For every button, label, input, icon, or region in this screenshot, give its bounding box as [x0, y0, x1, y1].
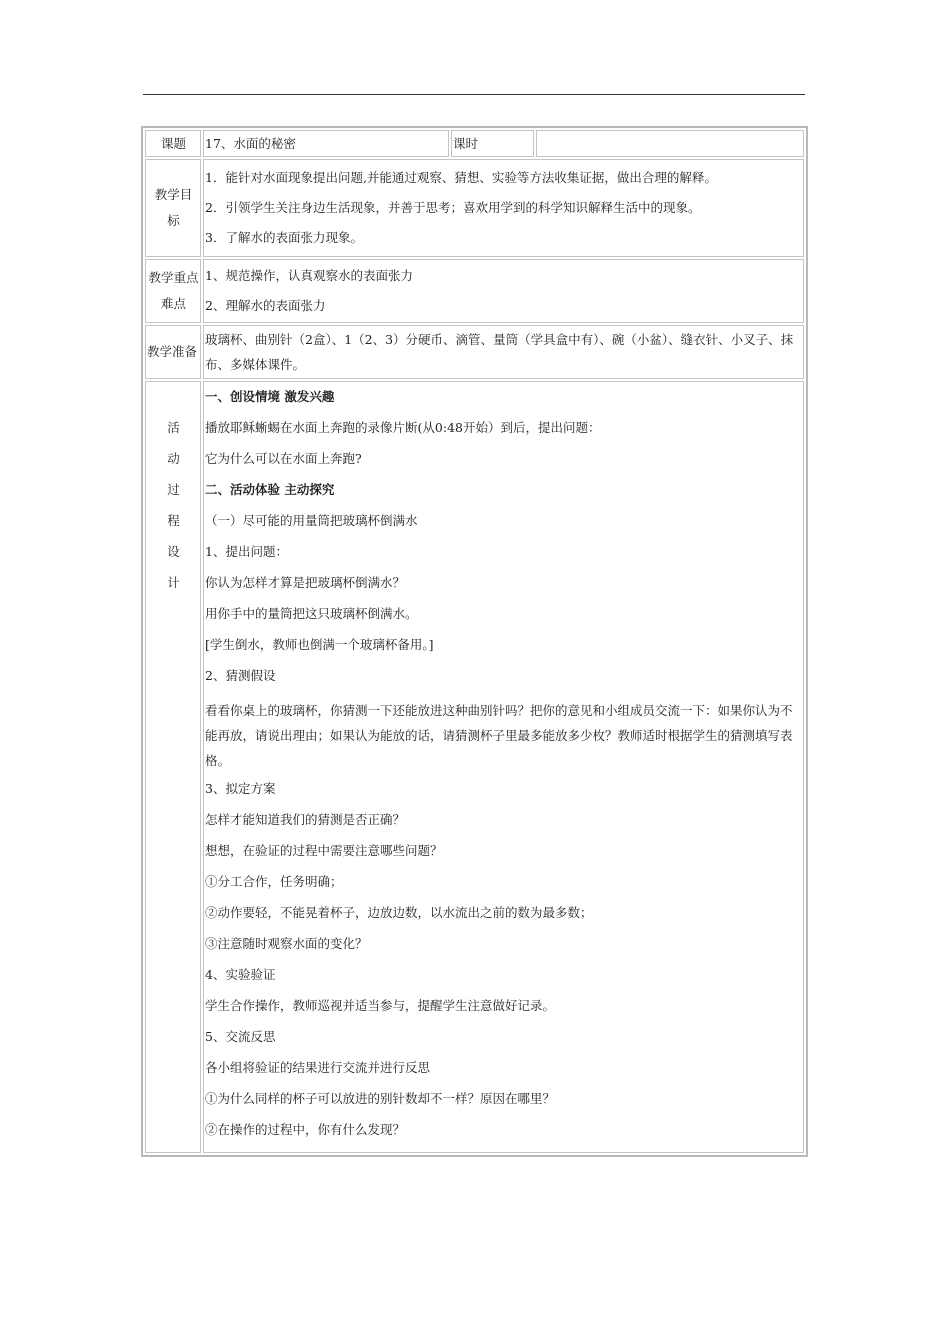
- process-line: 想想，在验证的过程中需要注意哪些问题？: [205, 843, 443, 858]
- process-line: 怎样才能知道我们的猜测是否正确？: [205, 812, 406, 827]
- preparation-text: 玻璃杯、曲别针（2盒）、1（2、3）分硬币、滴管、量筒（学具盒中有）、碗（小盆）、缝衣针、小叉子、抹布、多媒体课件。: [205, 332, 794, 372]
- preparation-cell: [203, 325, 804, 379]
- process-line: [学生倒水，教师也倒满一个玻璃杯备用。]: [205, 637, 434, 652]
- process-line: 它为什么可以在水面上奔跑?: [205, 451, 362, 466]
- process-line: 用你手中的量筒把这只玻璃杯倒满水。: [205, 606, 418, 621]
- goal-item: 2．引领学生关注身边生活现象，并善于思考；喜欢用学到的科学知识解释生活中的现象。: [205, 199, 701, 215]
- process-label: [145, 381, 201, 1153]
- process-line: 播放耶稣蜥蜴在水面上奔跑的录像片断(从0:48开始）到后，提出问题：: [205, 420, 601, 435]
- key-point-item: 1、规范操作，认真观察水的表面张力: [205, 267, 413, 283]
- process-label-char: 活: [167, 420, 180, 435]
- process-line: ②在操作的过程中，你有什么发现？: [205, 1122, 406, 1137]
- goal-item: 1．能针对水面现象提出问题,并能通过观察、猜想、实验等方法收集证据，做出合理的解释。: [205, 169, 717, 185]
- process-line: ③注意随时观察水面的变化？: [205, 936, 368, 951]
- process-line: ②动作要轻，不能晃着杯子，边放边数，以水流出之前的数为最多数；: [205, 905, 593, 920]
- process-line: 1、提出问题：: [205, 544, 288, 559]
- key-point-item: 2、理解水的表面张力: [205, 297, 326, 313]
- process-line: 2、猜测假设: [205, 668, 276, 683]
- goals-label: 教学目标: [145, 159, 201, 257]
- process-line: 看看你桌上的玻璃杯，你猜测一下还能放进这种曲别针吗？把你的意见和小组成员交流一下：如果你认为不能再放，请说出理由；如果认为能放的话，请猜测杯子里最多能放多少枚？教师适时根据学生的猜测填写表格。: [205, 703, 793, 768]
- process-line: 3、拟定方案: [205, 781, 276, 796]
- process-cell: [203, 381, 804, 1153]
- process-label-char: 计: [167, 575, 180, 590]
- goal-item: 3．了解水的表面张力现象。: [205, 229, 363, 245]
- header-rule: [143, 94, 805, 95]
- process-label-char: 设: [167, 544, 180, 559]
- process-line: 各小组将验证的结果进行交流并进行反思: [205, 1060, 431, 1075]
- preparation-row: [145, 325, 804, 379]
- key-points-cell: [203, 259, 804, 323]
- section-heading: 一、创设情境 激发兴趣: [205, 389, 335, 404]
- process-line: ①分工合作，任务明确；: [205, 874, 343, 889]
- topic-value: 17、水面的秘密: [203, 130, 449, 157]
- process-label-char: 程: [167, 513, 180, 528]
- key-points-label: 教学重点难点: [145, 259, 201, 323]
- lesson-plan-table: [141, 126, 808, 1157]
- process-line: 学生合作操作，教师巡视并适当参与，提醒学生注意做好记录。: [205, 998, 556, 1013]
- process-line: ①为什么同样的杯子可以放进的别针数却不一样？原因在哪里？: [205, 1091, 556, 1106]
- process-label-char: 动: [167, 451, 180, 466]
- process-label-char: 过: [167, 482, 180, 497]
- topic-row: [145, 130, 804, 157]
- section-heading: 二、活动体验 主动探究: [205, 482, 335, 497]
- process-line: 4、实验验证: [205, 967, 276, 982]
- period-label: 课时: [451, 130, 534, 157]
- goals-row: [145, 159, 804, 257]
- period-value: [536, 130, 804, 157]
- process-line: 你认为怎样才算是把玻璃杯倒满水？: [205, 575, 406, 590]
- preparation-label: 教学准备: [145, 325, 201, 379]
- process-line: 5、交流反思: [205, 1029, 276, 1044]
- process-line: （一）尽可能的用量筒把玻璃杯倒满水: [205, 513, 418, 528]
- process-row: [145, 381, 804, 1153]
- topic-label: 课题: [145, 130, 201, 157]
- goals-cell: [203, 159, 804, 257]
- key-points-row: [145, 259, 804, 323]
